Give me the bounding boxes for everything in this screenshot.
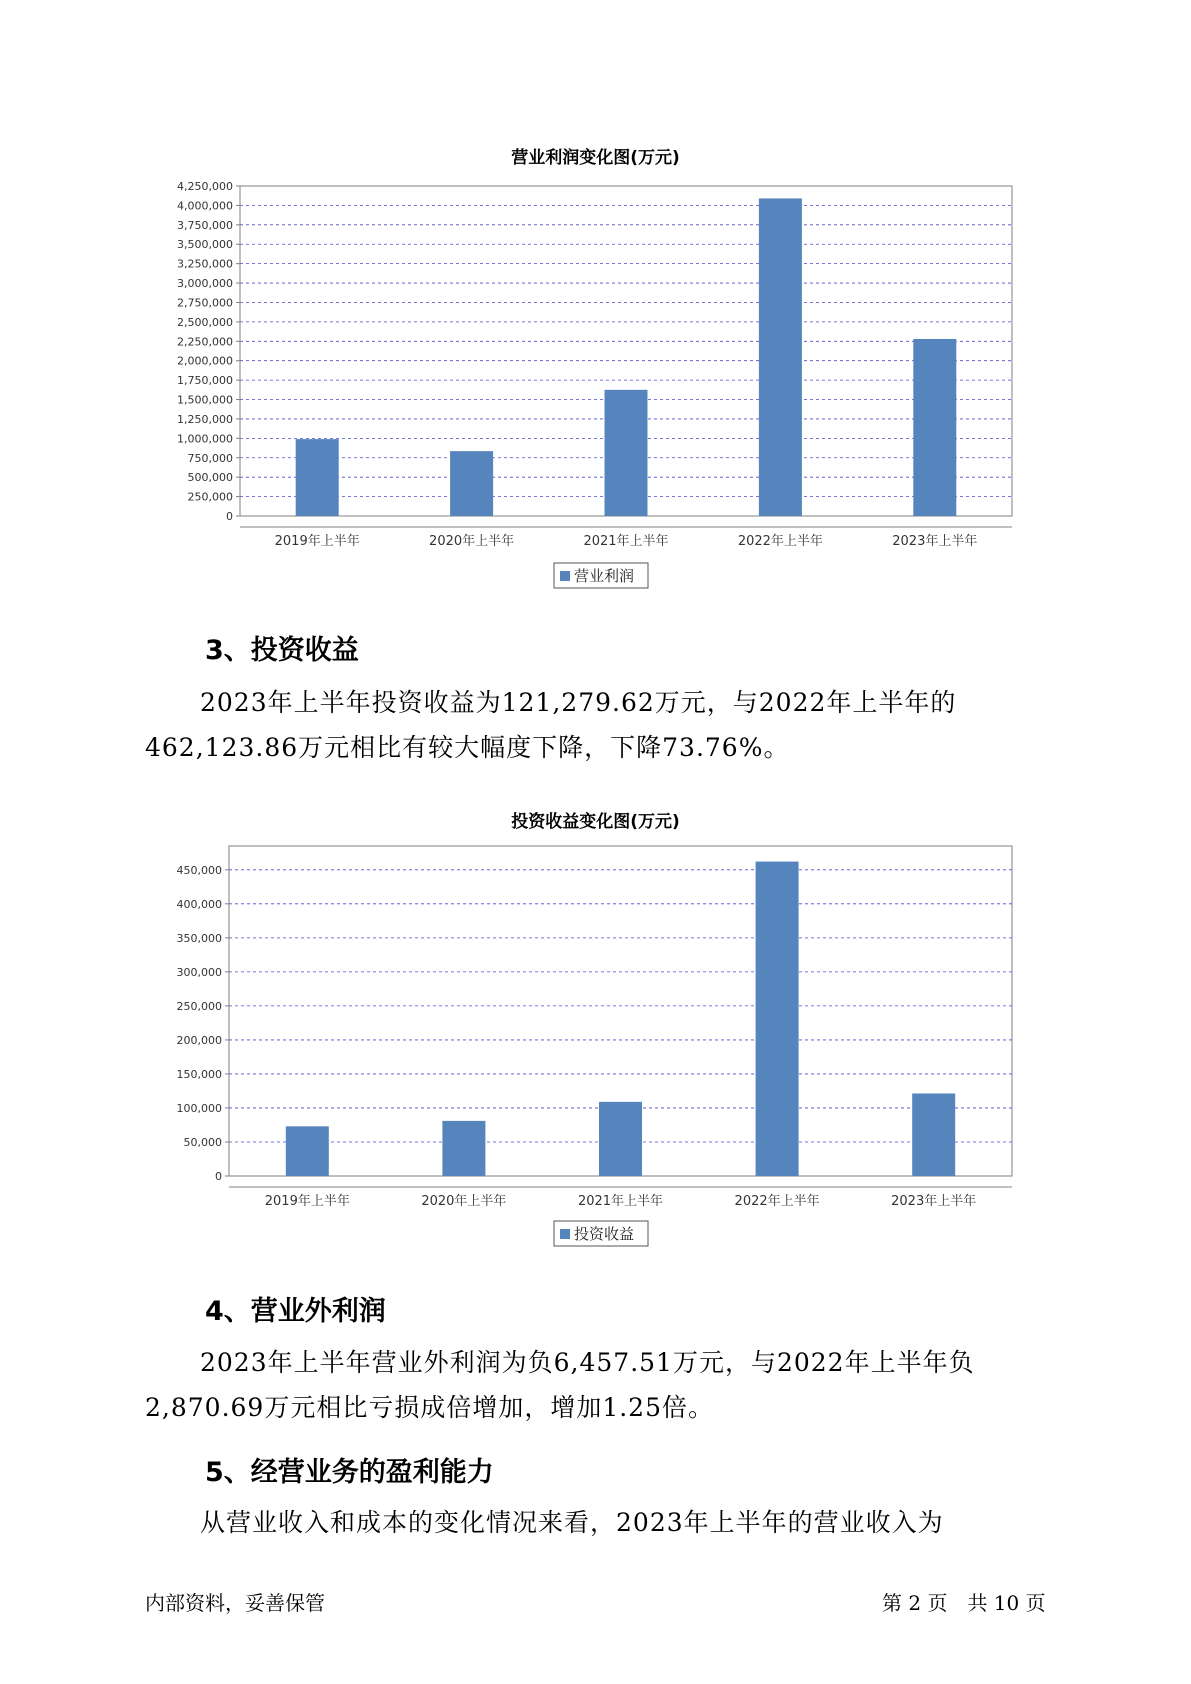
bar	[759, 198, 802, 516]
y-tick-label: 1,500,000	[177, 393, 233, 407]
x-tick-label: 2019年上半年	[274, 534, 360, 549]
y-tick-label: 200,000	[176, 1033, 222, 1047]
y-tick-label: 2,000,000	[177, 354, 233, 368]
legend-swatch	[560, 1229, 570, 1239]
paragraph-profitability	[145, 1500, 1050, 1545]
investment-income-chart	[0, 840, 1191, 1260]
y-tick-label: 0	[226, 510, 233, 523]
x-tick-label: 2022年上半年	[737, 534, 823, 549]
paragraph-line: 从营业收入和成本的变化情况来看，2023年上半年的营业收入为	[200, 1508, 944, 1537]
legend-swatch	[560, 571, 570, 581]
paragraph-line: 2,870.69万元相比亏损成倍增加，增加1.25倍。	[145, 1393, 714, 1422]
paragraph-line: 2023年上半年投资收益为121,279.62万元，与2022年上半年的	[200, 688, 957, 717]
y-tick-label: 3,750,000	[177, 218, 233, 232]
y-tick-label: 500,000	[187, 471, 233, 485]
y-tick-label: 450,000	[176, 863, 222, 877]
y-tick-label: 3,250,000	[177, 257, 233, 271]
y-tick-label: 750,000	[187, 451, 233, 465]
y-tick-label: 3,500,000	[177, 238, 233, 252]
legend-label: 营业利润	[574, 567, 635, 585]
x-tick-label: 2021年上半年	[583, 534, 669, 549]
y-tick-label: 1,250,000	[177, 412, 233, 426]
x-tick-label: 2023年上半年	[892, 534, 978, 549]
chart-title-operating-profit: 营业利润变化图(万元)	[511, 148, 680, 168]
chart-title-investment-income: 投资收益变化图(万元)	[511, 812, 680, 832]
section-heading-non-operating-profit: 4、营业外利润	[205, 1296, 386, 1327]
paragraph-line: 462,123.86万元相比有较大幅度下降，下降73.76%。	[145, 733, 790, 762]
bar	[450, 451, 493, 516]
x-tick-label: 2022年上半年	[734, 1194, 820, 1209]
section-heading-investment-income: 3、投资收益	[205, 635, 359, 666]
y-tick-label: 1,000,000	[177, 432, 233, 446]
x-tick-label: 2023年上半年	[891, 1194, 977, 1209]
x-tick-label: 2021年上半年	[577, 1194, 664, 1209]
x-tick-label: 2020年上半年	[421, 1194, 507, 1209]
bar	[605, 390, 648, 516]
footer-page-number: 第 2 页 共 10 页	[882, 1591, 1046, 1615]
y-tick-label: 3,000,000	[177, 277, 233, 291]
bar	[442, 1121, 485, 1176]
y-tick-label: 400,000	[176, 897, 222, 911]
y-tick-label: 100,000	[176, 1101, 222, 1115]
y-tick-label: 250,000	[187, 490, 233, 504]
y-tick-label: 2,250,000	[177, 335, 233, 349]
footer-confidential-note: 内部资料，妥善保管	[145, 1591, 325, 1615]
y-tick-label: 150,000	[176, 1067, 222, 1081]
y-tick-label: 2,500,000	[177, 315, 233, 329]
y-tick-label: 350,000	[176, 931, 222, 945]
paragraph-investment-income	[145, 680, 1050, 770]
bar	[286, 1126, 329, 1176]
bar	[756, 862, 799, 1176]
y-tick-label: 2,750,000	[177, 296, 233, 310]
y-tick-label: 0	[215, 1170, 222, 1183]
y-tick-label: 1,750,000	[177, 374, 233, 388]
paragraph-line: 2023年上半年营业外利润为负6,457.51万元，与2022年上半年负	[200, 1348, 975, 1377]
x-tick-label: 2020年上半年	[429, 534, 515, 549]
y-tick-label: 250,000	[176, 999, 222, 1013]
bar	[913, 339, 956, 516]
legend-label: 投资收益	[574, 1225, 635, 1243]
bar	[912, 1093, 955, 1176]
y-tick-label: 300,000	[176, 965, 222, 979]
y-tick-label: 4,250,000	[177, 180, 233, 193]
paragraph-non-operating-profit	[145, 1340, 1050, 1430]
y-tick-label: 50,000	[183, 1135, 222, 1149]
operating-profit-chart	[0, 180, 1191, 600]
y-tick-label: 4,000,000	[177, 199, 233, 213]
section-heading-profitability: 5、经营业务的盈利能力	[205, 1457, 494, 1488]
bar	[599, 1102, 642, 1176]
x-tick-label: 2019年上半年	[264, 1194, 350, 1209]
bar	[296, 439, 339, 516]
